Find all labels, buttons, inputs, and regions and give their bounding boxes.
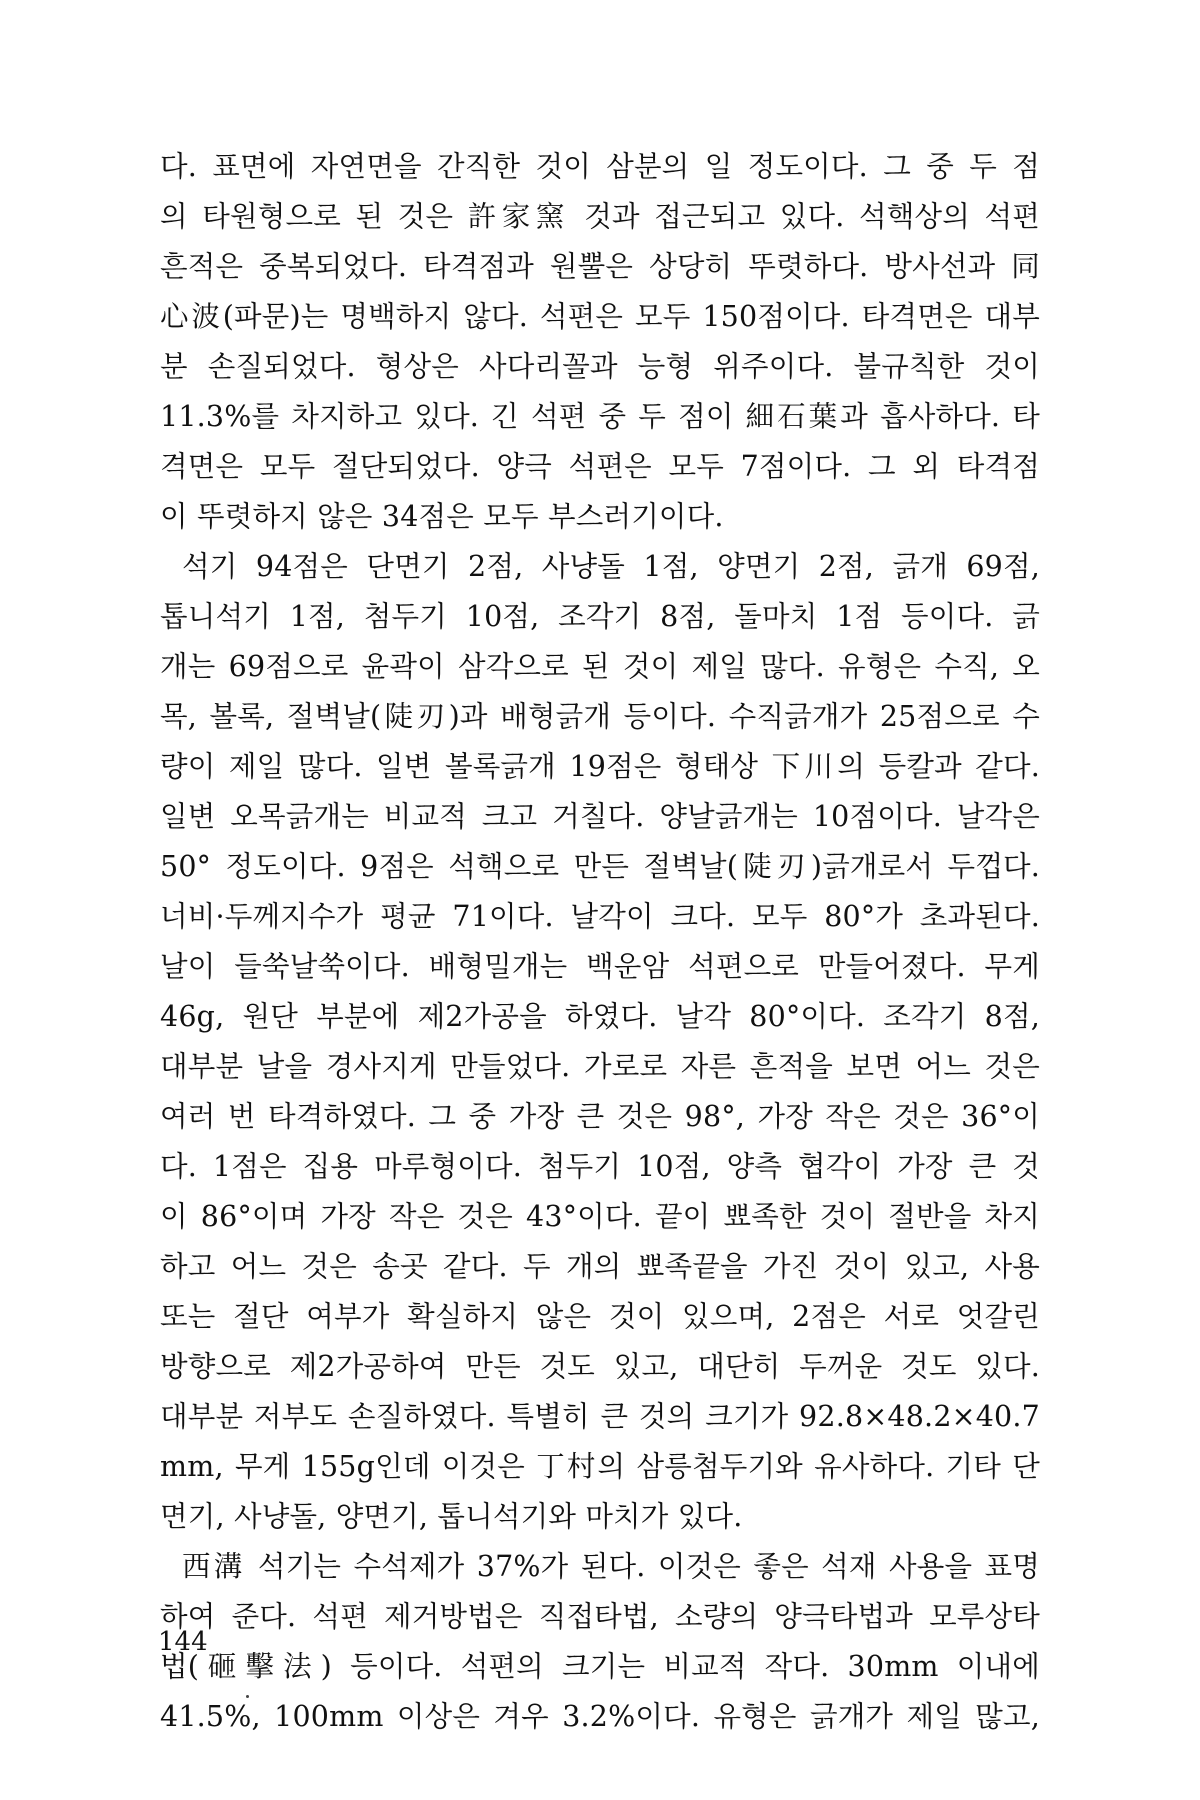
text-line: 너비·두께지수가 평균 71이다. 날각이 크다. 모두 80°가 초과된다. bbox=[160, 900, 1040, 933]
print-speck bbox=[246, 1695, 249, 1698]
text-line: 11.3%를 차지하고 있다. 긴 석편 중 두 점이 細石葉과 흡사하다. 타 bbox=[160, 400, 1040, 433]
text-line: 일변 오목긁개는 비교적 크고 거칠다. 양날긁개는 10점이다. 날각은 bbox=[160, 800, 1040, 833]
paragraph-first-line: 西溝 석기는 수석제가 37%가 된다. 이것은 좋은 석재 사용을 표명 bbox=[182, 1550, 1040, 1583]
text-line: 이 86°이며 가장 작은 것은 43°이다. 끝이 뾰족한 것이 절반을 차지 bbox=[160, 1200, 1040, 1233]
text-line: 41.5%, 100mm 이상은 겨우 3.2%이다. 유형은 긁개가 제일 많고, bbox=[160, 1700, 1040, 1733]
text-line: 격면은 모두 절단되었다. 양극 석편은 모두 7점이다. 그 외 타격점 bbox=[160, 450, 1040, 483]
text-line: 분 손질되었다. 형상은 사다리꼴과 능형 위주이다. 불규칙한 것이 bbox=[160, 350, 1040, 383]
text-line: 다. 표면에 자연면을 간직한 것이 삼분의 일 정도이다. 그 중 두 점 bbox=[160, 150, 1040, 183]
text-line: 흔적은 중복되었다. 타격점과 원뿔은 상당히 뚜렷하다. 방사선과 同 bbox=[160, 250, 1040, 283]
text-line: 다. 1점은 집용 마루형이다. 첨두기 10점, 양측 협각이 가장 큰 것 bbox=[160, 1150, 1040, 1183]
text-line: 대부분 저부도 손질하였다. 특별히 큰 것의 크기가 92.8×48.2×40.7 bbox=[160, 1400, 1040, 1433]
text-line: 목, 볼록, 절벽날(陡刃)과 배형긁개 등이다. 수직긁개가 25점으로 수 bbox=[160, 700, 1040, 733]
text-line: 량이 제일 많다. 일변 볼록긁개 19점은 형태상 下川의 등칼과 같다. bbox=[160, 750, 1040, 783]
text-line: 개는 69점으로 윤곽이 삼각으로 된 것이 제일 많다. 유형은 수직, 오 bbox=[160, 650, 1040, 683]
text-line: 하여 준다. 석편 제거방법은 직접타법, 소량의 양극타법과 모루상타 bbox=[160, 1600, 1040, 1633]
text-line: mm, 무게 155g인데 이것은 丁村의 삼릉첨두기와 유사하다. 기타 단 bbox=[160, 1450, 1040, 1483]
text-line: 여러 번 타격하였다. 그 중 가장 큰 것은 98°, 가장 작은 것은 36°이 bbox=[160, 1100, 1040, 1133]
text-line: 이 뚜렷하지 않은 34점은 모두 부스러기이다. bbox=[160, 500, 724, 533]
text-line: 날이 들쑥날쑥이다. 배형밀개는 백운암 석편으로 만들어졌다. 무게 bbox=[160, 950, 1040, 983]
text-line: 법(砸擊法) 등이다. 석편의 크기는 비교적 작다. 30mm 이내에 bbox=[160, 1650, 1040, 1683]
text-line: 心波(파문)는 명백하지 않다. 석편은 모두 150점이다. 타격면은 대부 bbox=[160, 300, 1040, 333]
text-line: 또는 절단 여부가 확실하지 않은 것이 있으며, 2점은 서로 엇갈린 bbox=[160, 1300, 1040, 1333]
text-line: 대부분 날을 경사지게 만들었다. 가로로 자른 흔적을 보면 어느 것은 bbox=[160, 1050, 1040, 1083]
paragraph-first-line: 석기 94점은 단면기 2점, 사냥돌 1점, 양면기 2점, 긁개 69점, bbox=[182, 550, 1040, 583]
body-text bbox=[160, 142, 1040, 1742]
text-line: 톱니석기 1점, 첨두기 10점, 조각기 8점, 돌마치 1점 등이다. 긁 bbox=[160, 600, 1040, 633]
text-line: 의 타원형으로 된 것은 許家窯 것과 접근되고 있다. 석핵상의 석편 bbox=[160, 200, 1040, 233]
text-line: 면기, 사냥돌, 양면기, 톱니석기와 마치가 있다. bbox=[160, 1500, 743, 1533]
text-line: 46g, 원단 부분에 제2가공을 하였다. 날각 80°이다. 조각기 8점, bbox=[160, 1000, 1040, 1033]
page-number: 144 bbox=[158, 1627, 208, 1657]
text-line: 방향으로 제2가공하여 만든 것도 있고, 대단히 두꺼운 것도 있다. bbox=[160, 1350, 1040, 1383]
text-line: 하고 어느 것은 송곳 같다. 두 개의 뾰족끝을 가진 것이 있고, 사용 bbox=[160, 1250, 1040, 1283]
text-line: 50° 정도이다. 9점은 석핵으로 만든 절벽날(陡刃)긁개로서 두껍다. bbox=[160, 850, 1040, 883]
